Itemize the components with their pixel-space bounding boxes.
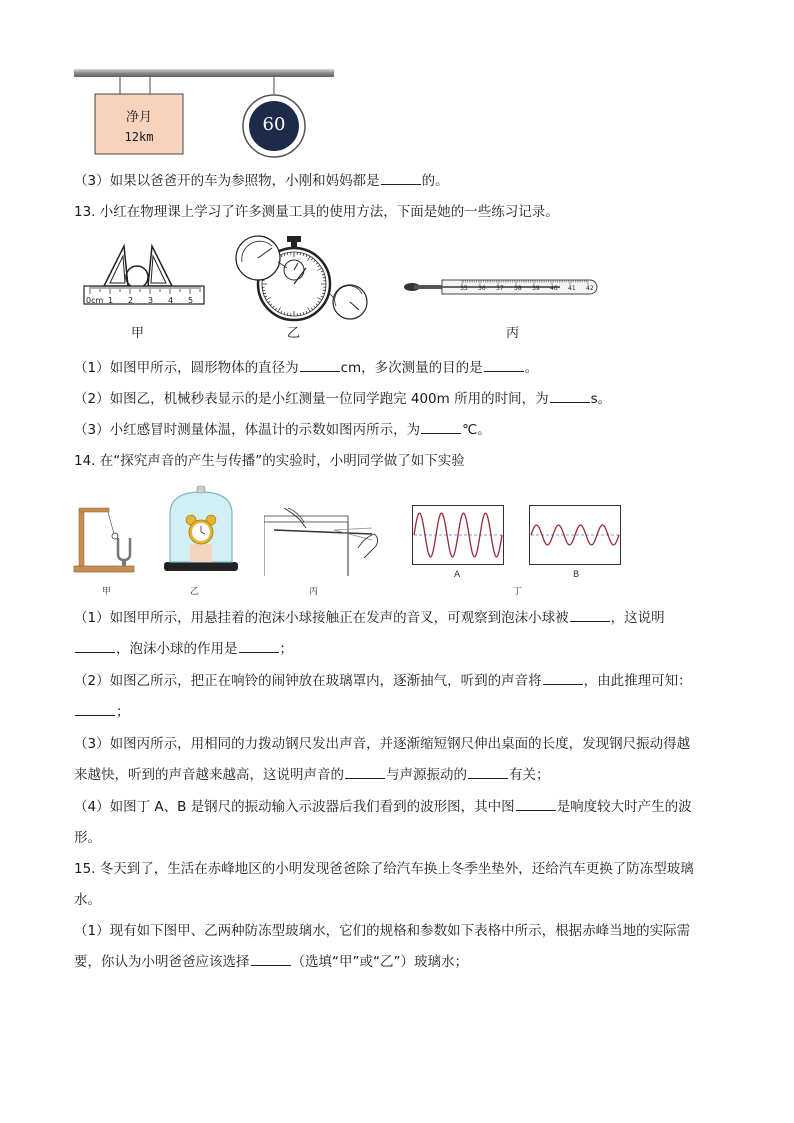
thermometer-tick-label: 37: [496, 285, 504, 292]
thermometer-tick-label: 35: [460, 285, 468, 292]
ruler-tick-label: 5: [188, 296, 194, 305]
sign-distance: 12km: [124, 130, 154, 144]
q14-part2-line2: ；: [74, 703, 130, 721]
answer-blank[interactable]: [484, 359, 524, 372]
waveform-b: [529, 505, 621, 565]
waveform-a: [412, 505, 504, 565]
fig13-caption-yi: 乙: [287, 326, 301, 341]
thermometer-tick-label: 36: [478, 285, 486, 292]
q15-part1-line1: （1）现有如下图甲、乙两种防冻型玻璃水，它们的规格和参数如下表格中所示，根据赤峰当地的实际需: [74, 923, 691, 939]
q15-stem-line1: 15. 冬天到了，生活在赤峰地区的小明发现爸爸除了给汽车换上冬季坐垫外，还给汽车更换了防冻型玻璃: [74, 861, 694, 877]
q15-stem-line2: 水。: [74, 892, 101, 908]
answer-blank[interactable]: [550, 390, 590, 403]
ruler-tick-label: 4: [168, 296, 174, 305]
q13-part3: （3）小红感冒时测量体温，体温计的示数如图丙所示，为 ℃。: [74, 422, 491, 438]
steel-ruler: [274, 530, 372, 534]
q13-stem: 13. 小红在物理课上学习了许多测量工具的使用方法，下面是她的一些练习记录。: [74, 204, 559, 220]
thermometer-tick-label: 42: [586, 285, 594, 292]
thermometer-tick-label: 38: [514, 285, 522, 292]
fig13-caption-bing: 丙: [506, 326, 520, 341]
q14-part2-line1: （2）如图乙所示，把正在响铃的闹钟放在玻璃罩内，逐渐抽气，听到的声音将 ，由此推理可知：: [74, 673, 692, 689]
q14-part1-line2: ，泡沫小球的作用是 ；: [74, 640, 293, 658]
answer-blank[interactable]: [239, 640, 279, 653]
answer-blank[interactable]: [251, 953, 291, 966]
ruler-tick-label: 3: [148, 296, 154, 305]
answer-blank[interactable]: [75, 703, 115, 716]
sign-text: 净月: [125, 110, 152, 125]
q14-part4-line2: 形。: [74, 830, 101, 846]
fig14-caption-ding: 丁: [513, 587, 523, 597]
thermometer-tick-label: 41: [568, 285, 576, 292]
fig14-caption-bing: 丙: [309, 587, 319, 597]
answer-blank[interactable]: [345, 766, 385, 779]
fig14-caption-yi: 乙: [190, 587, 200, 597]
answer-blank[interactable]: [570, 609, 610, 622]
answer-blank[interactable]: [516, 798, 556, 811]
q15-part1-line2: 要，你认为小明爸爸应该选择 （选填“甲”或“乙”）玻璃水；: [74, 954, 468, 970]
thermometer-tick-label: 39: [532, 285, 540, 292]
speed-limit-value: 60: [262, 114, 286, 135]
ruler-tick-label: 0cm: [86, 296, 104, 305]
ruler-tick-labels: [84, 296, 214, 308]
q14-part3-line1: （3）如图丙所示，用相同的力拨动钢尺发出声音，并逐渐缩短钢尺伸出桌面的长度，发现钢尺振动得越: [74, 736, 691, 752]
round-object: [126, 266, 148, 288]
q13-part1: （1）如图甲所示，圆形物体的直径为 cm，多次测量的目的是 。: [74, 360, 539, 376]
overhead-bar: [74, 69, 334, 77]
wave-label-b: B: [573, 570, 580, 580]
answer-blank[interactable]: [468, 766, 508, 779]
answer-blank[interactable]: [75, 640, 115, 653]
q12-part3: （3）如果以爸爸开的车为参照物，小刚和妈妈都是 的。: [74, 173, 449, 189]
q14-part4-line1: （4）如图丁 A、B 是钢尺的振动输入示波器后我们看到的波形图，其中图 是响度较大时产生的波: [74, 799, 692, 815]
tuning-fork-figure: [70, 496, 140, 578]
q14-part1-line1: （1）如图甲所示，用悬挂着的泡沫小球接触正在发声的音叉，可观察到泡沫小球被 ，这说明: [74, 610, 665, 626]
fig13-caption-jia: 甲: [131, 326, 145, 341]
fig14-caption-jia: 甲: [102, 587, 112, 597]
thermometer-tick-label: 40: [550, 285, 558, 292]
q14-stem: 14. 在“探究声音的产生与传播”的实验时，小明同学做了如下实验: [74, 453, 465, 469]
answer-blank[interactable]: [421, 421, 461, 434]
q14-part3-line2: 来越快，听到的声音越来越高，这说明声音的 与声源振动的 有关；: [74, 767, 550, 783]
answer-blank[interactable]: [543, 672, 583, 685]
steel-ruler-figure: [264, 508, 384, 578]
tuning-fork: [118, 538, 130, 560]
wave-label-a: A: [454, 570, 461, 580]
bell-jar-figure: [160, 484, 242, 576]
ruler-tick-label: 1: [108, 296, 114, 305]
stopwatch-figure: [232, 232, 372, 324]
answer-blank[interactable]: [381, 172, 421, 185]
ruler-tick-label: 2: [128, 296, 134, 305]
thermometer-tick-labels: [460, 285, 600, 295]
q13-part2: （2）如图乙，机械秒表显示的是小红测量一位同学跑完 400m 所用的时间，为 s。: [74, 391, 612, 407]
answer-blank[interactable]: [300, 359, 340, 372]
